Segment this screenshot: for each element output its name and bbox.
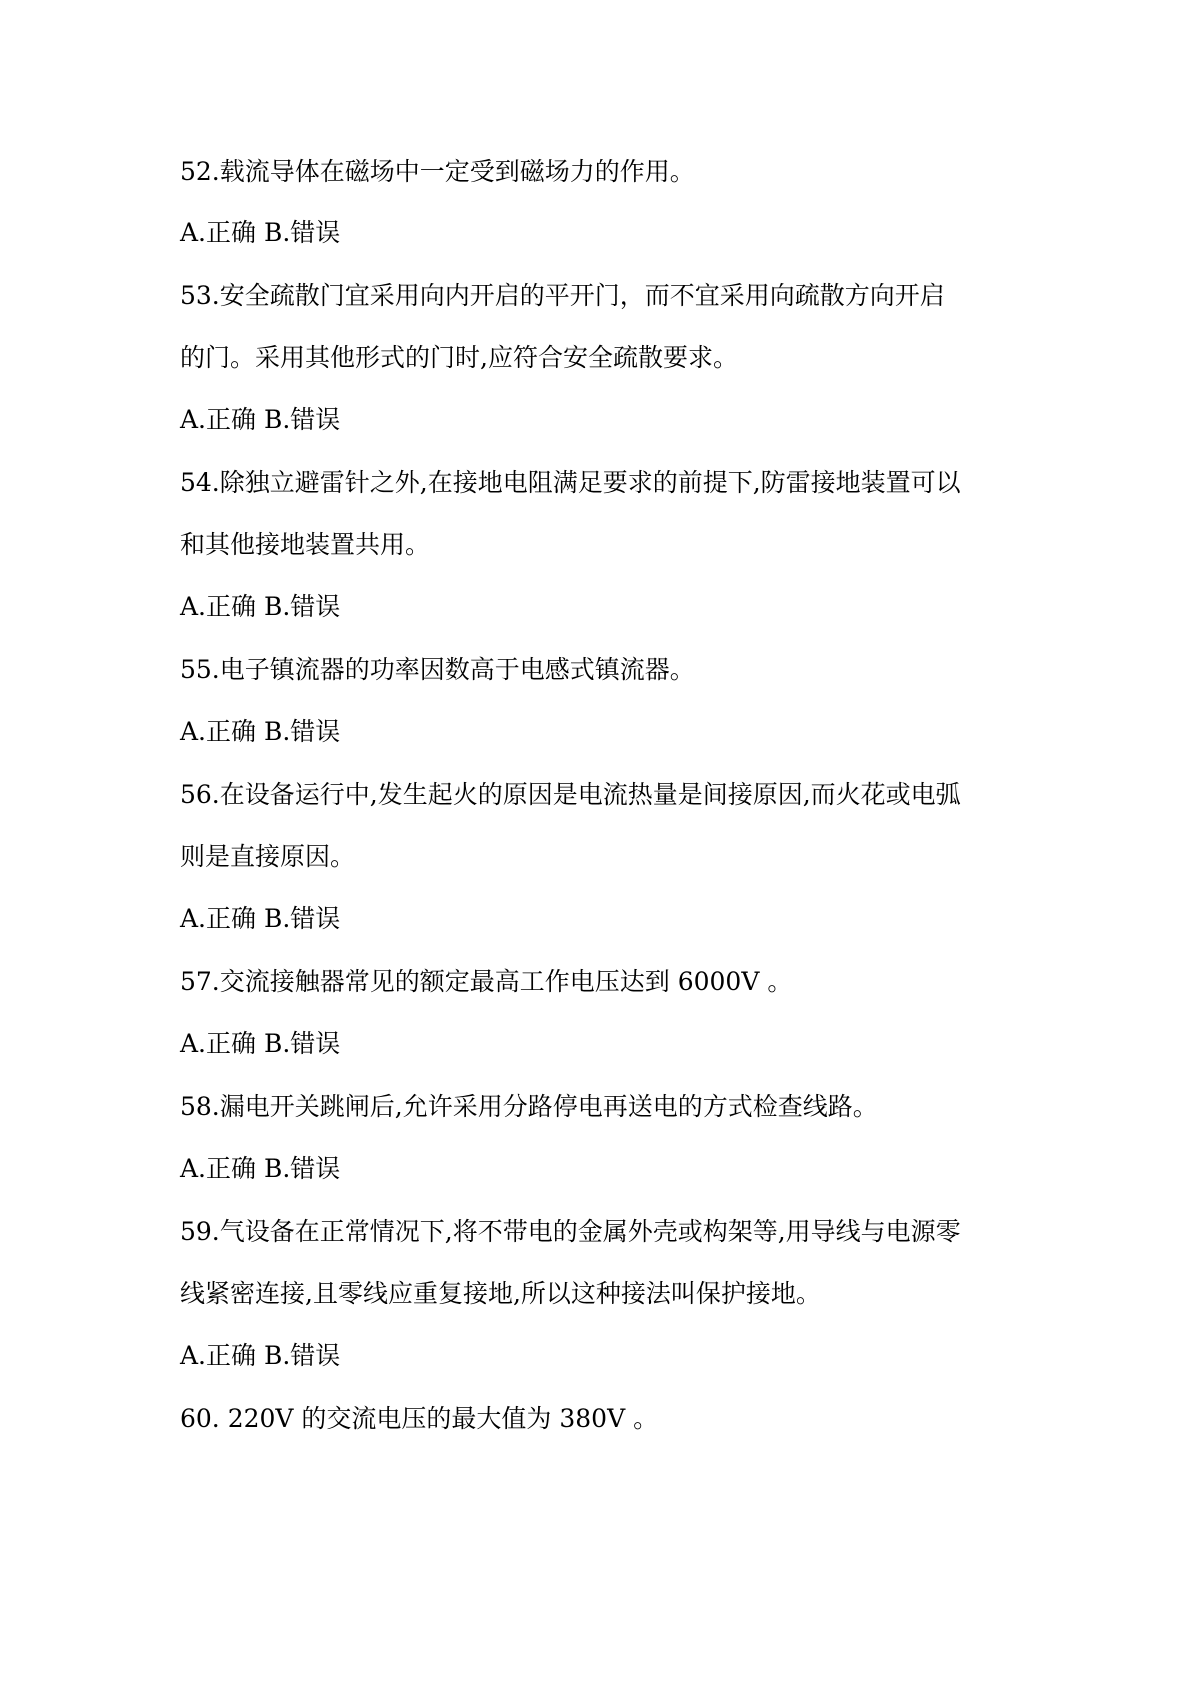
question-59-options: A.正确 B.错误 <box>180 1341 341 1370</box>
question-55-text: 55.电子镇流器的功率因数高于电感式镇流器。 <box>180 655 695 684</box>
question-54-options: A.正确 B.错误 <box>180 592 341 621</box>
question-52-text: 52.载流导体在磁场中一定受到磁场力的作用。 <box>180 157 695 186</box>
question-59-text-line-2: 线紧密连接,且零线应重复接地,所以这种接法叫保护接地。 <box>180 1279 821 1308</box>
question-54-text-line-1: 54.除独立避雷针之外,在接地电阻满足要求的前提下,防雷接地装置可以 <box>180 468 961 497</box>
question-58-text: 58.漏电开关跳闸后,允许采用分路停电再送电的方式检查线路。 <box>180 1092 878 1121</box>
question-55-options: A.正确 B.错误 <box>180 717 341 746</box>
question-54-text-line-2: 和其他接地装置共用。 <box>180 530 431 559</box>
question-53-text-line-2: 的门。采用其他形式的门时,应符合安全疏散要求。 <box>180 343 738 372</box>
question-53-options: A.正确 B.错误 <box>180 405 341 434</box>
question-53-text-line-1: 53.安全疏散门宜采用向内开启的平开门，而不宜采用向疏散方向开启 <box>180 281 945 310</box>
question-56-text-line-1: 56.在设备运行中,发生起火的原因是电流热量是间接原因,而火花或电弧 <box>180 780 961 809</box>
question-56-text-line-2: 则是直接原因。 <box>180 842 356 871</box>
question-59-text-line-1: 59.气设备在正常情况下,将不带电的金属外壳或构架等,用导线与电源零 <box>180 1217 961 1246</box>
question-52-options: A.正确 B.错误 <box>180 218 341 247</box>
question-60-text: 60. 220V 的交流电压的最大值为 380V 。 <box>180 1404 659 1433</box>
question-57-text: 57.交流接触器常见的额定最高工作电压达到 6000V 。 <box>180 967 793 996</box>
question-56-options: A.正确 B.错误 <box>180 904 341 933</box>
question-58-options: A.正确 B.错误 <box>180 1154 341 1183</box>
question-57-options: A.正确 B.错误 <box>180 1029 341 1058</box>
